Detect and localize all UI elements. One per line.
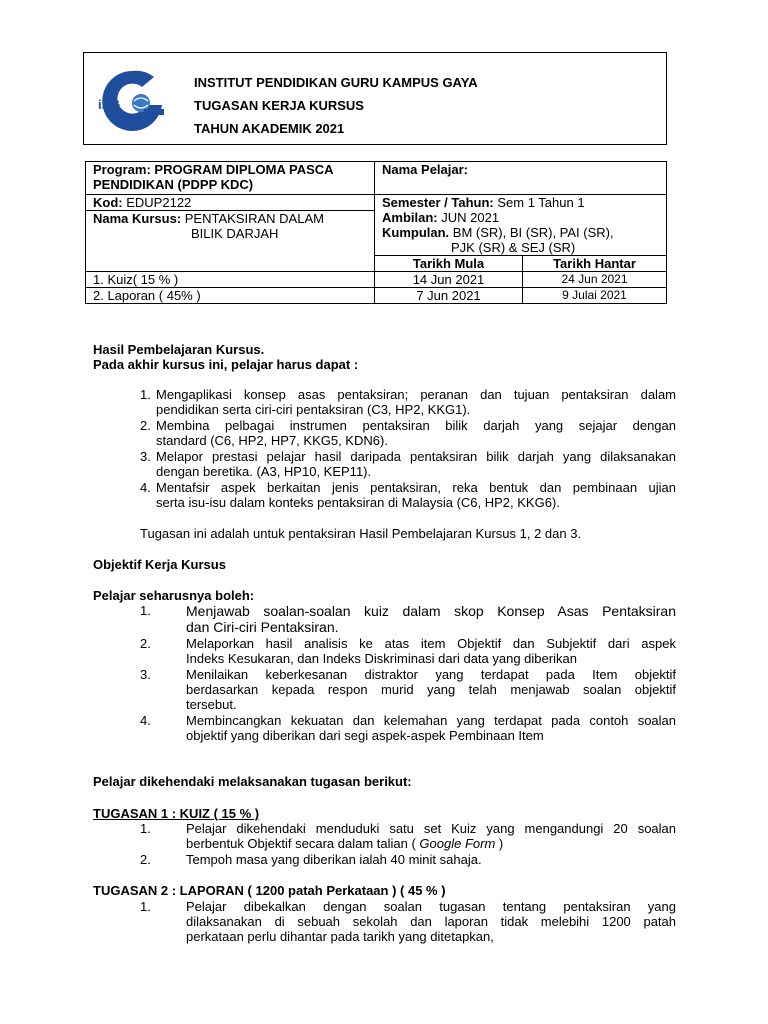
- ipg-logo: [96, 65, 168, 137]
- institute-title: INSTITUT PENDIDIKAN GURU KAMPUS GAYA: [194, 75, 478, 90]
- hasil-list: [140, 387, 676, 511]
- hasil-note: Tugasan ini adalah untuk pentaksiran Hasil Pembelajaran Kursus 1, 2 dan 3.: [140, 526, 582, 541]
- objektif-heading: Objektif Kerja Kursus: [93, 557, 226, 572]
- list-item: 1. Pelajar dibekalkan dengan soalan tugasan tentang pentaksiran yang dilaksanakan di sebuah sekolah dan laporan tidak melebihi 1200 patah perkataan perlu dihantar pada tarikh yang ditetapkan,: [140, 899, 676, 944]
- list-item: 3. Menilaikan keberkesanan distraktor yang terdapat pada Item objektif berdasarkan kepada respon murid yang telah menjawab soalan objektif tersebut.: [140, 667, 676, 712]
- course-info-table: [85, 161, 667, 304]
- col-tarikh-mula: Tarikh Mula: [375, 256, 523, 272]
- objektif-list: [140, 603, 676, 744]
- col-tarikh-hantar: Tarikh Hantar: [523, 256, 667, 272]
- list-item: 2. Membina pelbagai instrumen pentaksiran bilik darjah yang sejajar dengan standard (C6, HP2, HP7, KKG5, KDN6).: [140, 418, 676, 448]
- kursus-cell: Nama Kursus: PENTAKSIRAN DALAM BILIK DARJAH: [86, 211, 375, 272]
- tugasan1-list: [140, 821, 676, 868]
- objektif-subheading: Pelajar seharusnya boleh:: [93, 588, 255, 603]
- tugasan-intro: Pelajar dikehendaki melaksanakan tugasan berikut:: [93, 774, 412, 789]
- list-item: 2. Melaporkan hasil analisis ke atas item Objektif dan Subjektif dari aspek Indeks Kesukaran, dan Indeks Diskriminasi dari data yang diberikan: [140, 636, 676, 666]
- program-cell: Program: PROGRAM DIPLOMA PASCA PENDIDIKAN (PDPP KDC): [86, 162, 375, 195]
- hasil-heading: Hasil Pembelajaran Kursus.: [93, 342, 265, 357]
- list-item: 3. Melapor prestasi pelajar hasil daripada pentaksiran bilik darjah yang dilaksanakan dengan beretika. (A3, HP10, KEP11).: [140, 449, 676, 479]
- table-row: 2. Laporan ( 45% ) 7 Jun 2021 9 Julai 2021: [86, 288, 667, 304]
- table-row: 1. Kuiz( 15 % ) 14 Jun 2021 24 Jun 2021: [86, 272, 667, 288]
- list-item: 1. Pelajar dikehendaki menduduki satu set Kuiz yang mengandungi 20 soalan berbentuk Objektif secara dalam talian ( Google Form ): [140, 821, 676, 851]
- tugasan1-heading: TUGASAN 1 : KUIZ ( 15 % ): [93, 806, 260, 821]
- semester-cell: Semester / Tahun: Sem 1 Tahun 1 Ambilan: JUN 2021 Kumpulan. BM (SR), BI (SR), PAI (SR), PJK (SR) & SEJ (SR): [375, 195, 667, 256]
- kod-cell: Kod: EDUP2122: [86, 195, 375, 211]
- list-item: 4. Membincangkan kekuatan dan kelemahan yang terdapat pada contoh soalan objektif yang diberikan dari segi aspek-aspek Pembinaan Item: [140, 713, 676, 743]
- doc-title: TUGASAN KERJA KURSUS: [194, 98, 364, 113]
- hasil-subheading: Pada akhir kursus ini, pelajar harus dapat :: [93, 357, 359, 372]
- list-item: 1. Menjawab soalan-soalan kuiz dalam skop Konsep Asas Pentaksiran dan Ciri-ciri Pentaksiran.: [140, 603, 676, 635]
- list-item: 4. Mentafsir aspek berkaitan jenis pentaksiran, reka bentuk dan pembinaan ujian serta isu-isu dalam konteks pentaksiran di Malaysia (C6, HP2, KKG6).: [140, 480, 676, 510]
- tugasan2-heading: TUGASAN 2 : LAPORAN ( 1200 patah Perkataan ) ( 45 % ): [93, 883, 446, 898]
- nama-pelajar-cell: Nama Pelajar:: [375, 162, 667, 195]
- academic-year: TAHUN AKADEMIK 2021: [194, 121, 345, 136]
- list-item: 1. Mengaplikasi konsep asas pentaksiran; peranan dan tujuan pentaksiran dalam pendidikan serta ciri-ciri pentaksiran (C3, HP2, KKG1).: [140, 387, 676, 417]
- tugasan2-list: [140, 899, 676, 945]
- svg-text:iPG: iPG: [98, 97, 121, 112]
- header-box: [83, 52, 667, 145]
- list-item: 2. Tempoh masa yang diberikan ialah 40 minit sahaja.: [140, 852, 482, 867]
